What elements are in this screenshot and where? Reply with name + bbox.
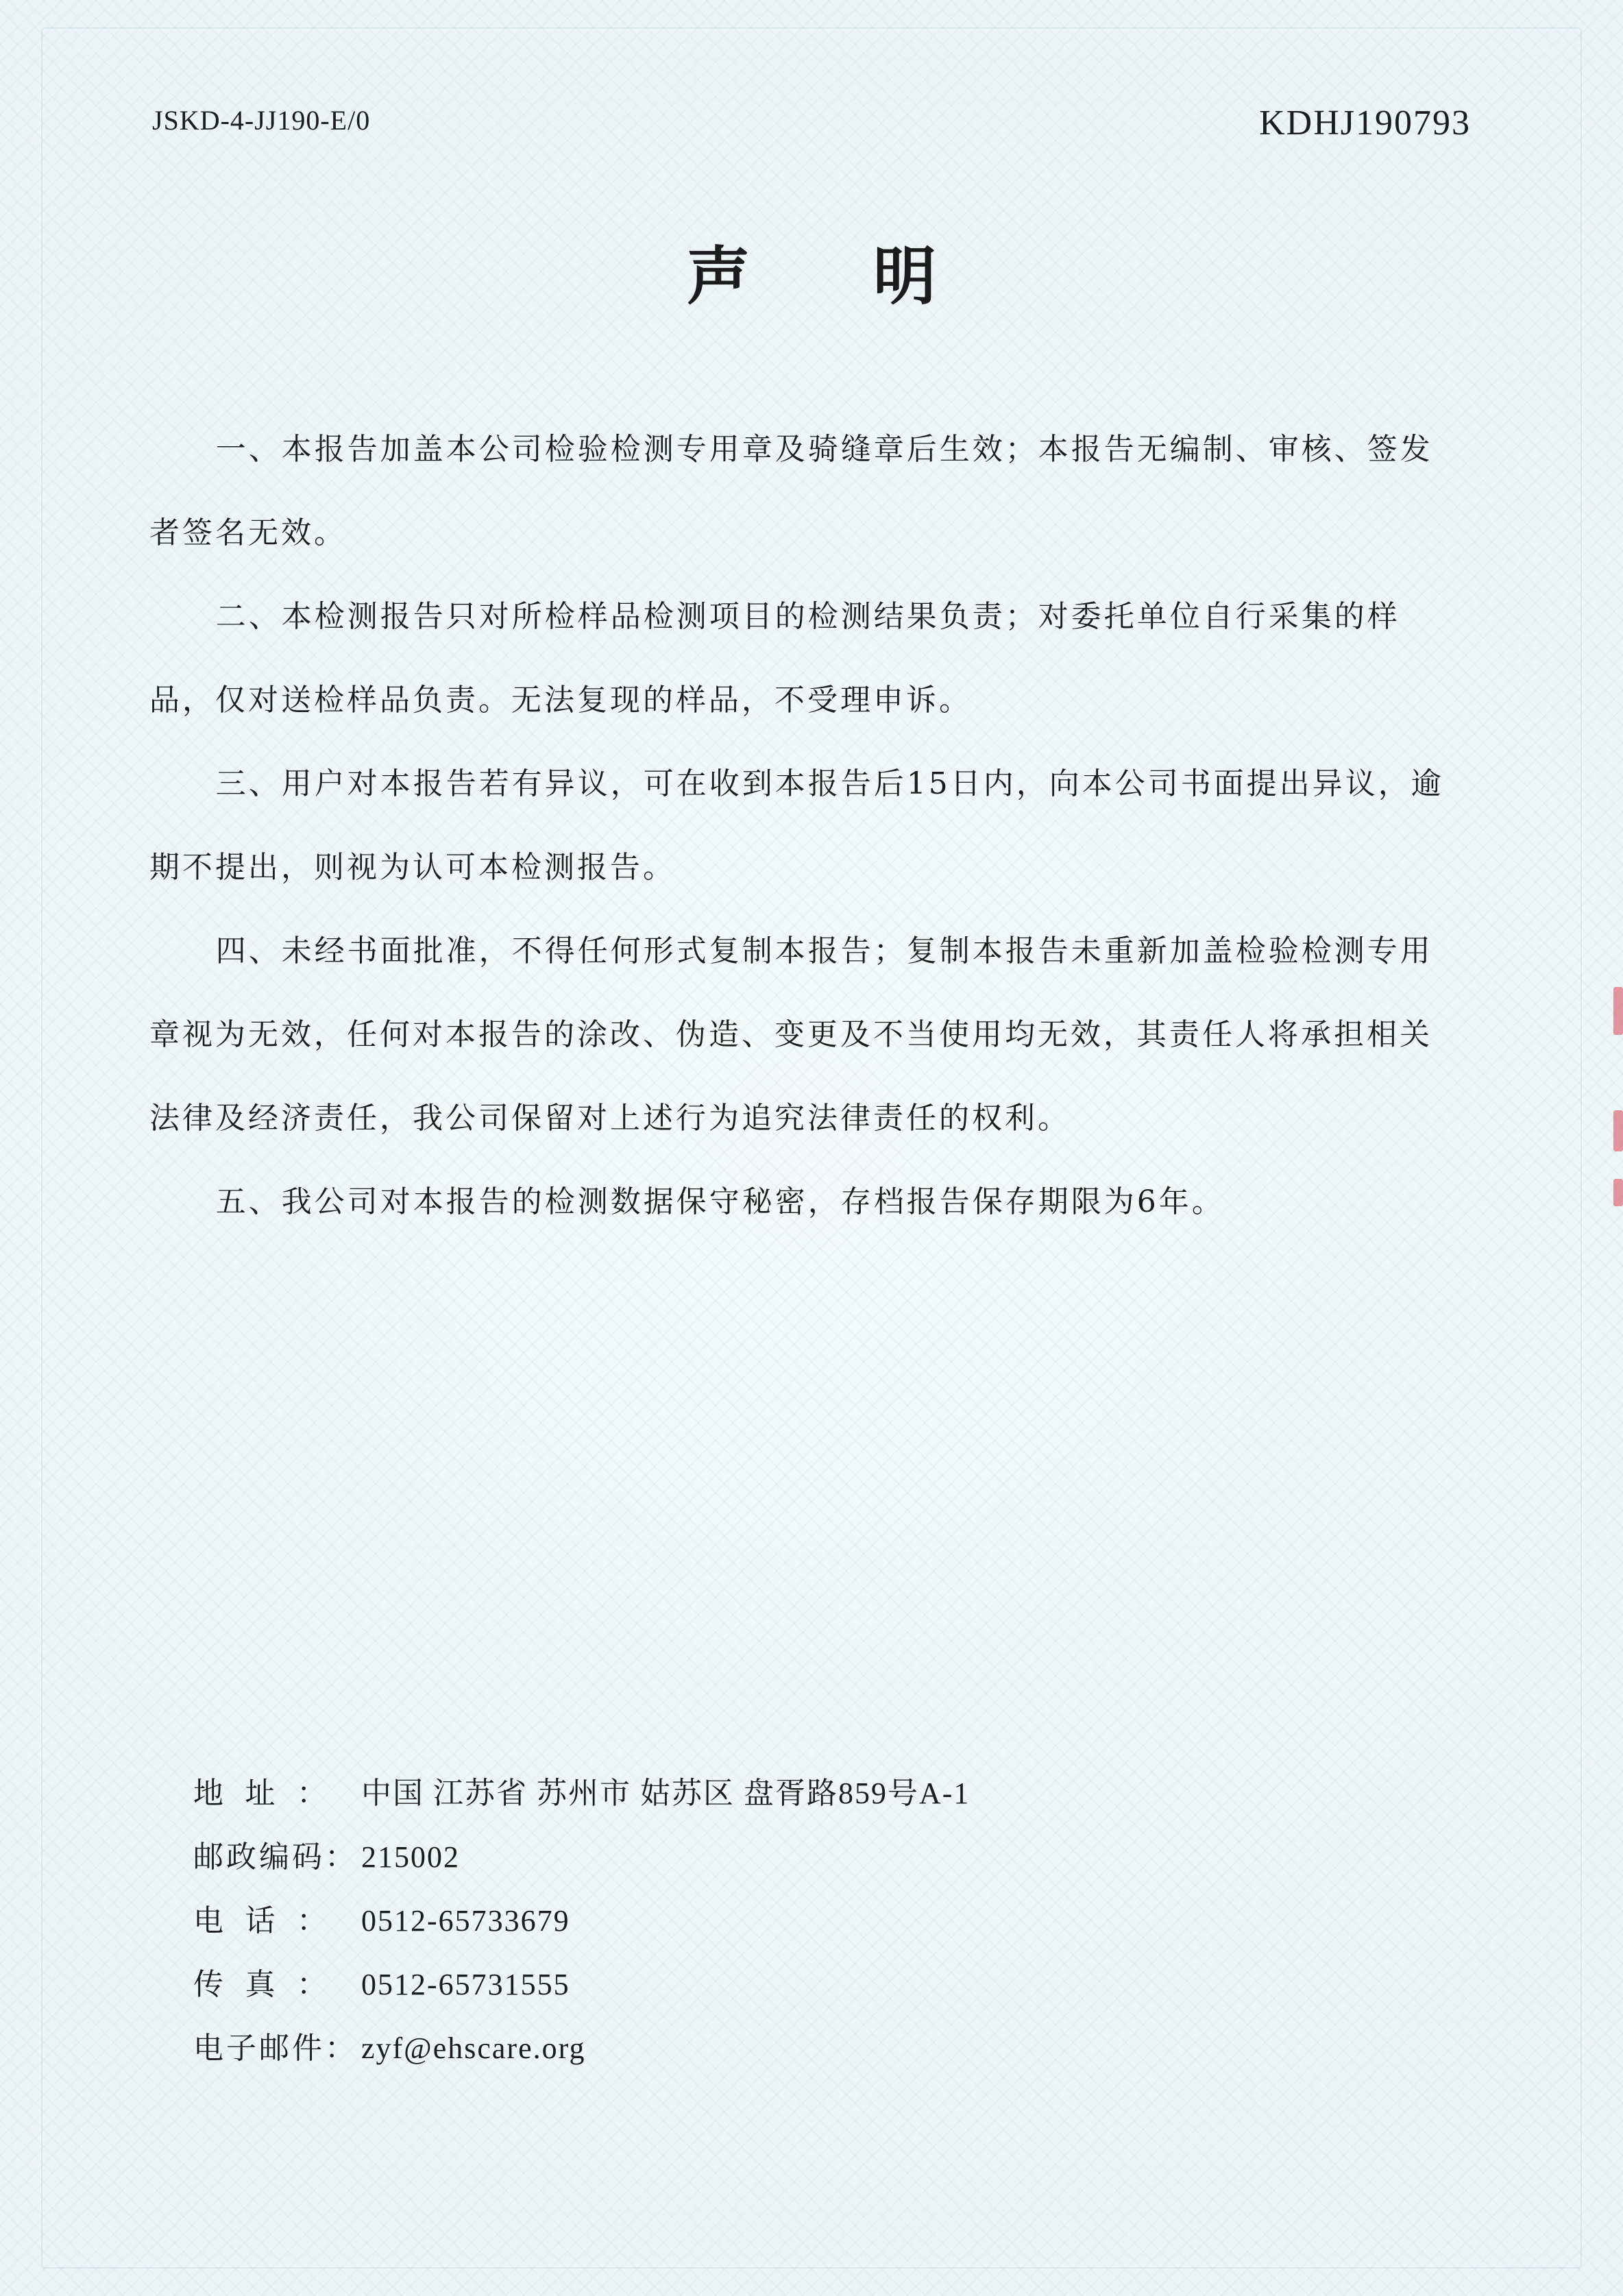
phone-label: 电话：: [193, 1903, 327, 1938]
report-number: KDHJ190793: [1259, 103, 1471, 143]
email-label: 电子邮件：: [193, 2031, 358, 2066]
postcode-label: 邮政编码：: [193, 1840, 358, 1874]
address-label: 地址：: [193, 1776, 327, 1811]
address-row: [193, 1761, 970, 1825]
phone-row: [193, 1889, 970, 1953]
statement-clauses: [149, 408, 1452, 1244]
clause-1: 一、本报告加盖本公司检验检测专用章及骑缝章后生效；本报告无编制、审核、签发者签名无效。: [149, 432, 1433, 550]
seam-seal-fragment: [1613, 987, 1623, 1035]
clause-2: 二、本检测报告只对所检样品检测项目的检测结果负责；对委托单位自行采集的样品，仅对送检样品负责。无法复现的样品，不受理申诉。: [149, 599, 1400, 718]
document-code: JSKD-4-JJ190-E/0: [152, 105, 371, 136]
phone-value: 0512-65733679: [361, 1904, 570, 1938]
address-value: 中国 江苏省 苏州市 姑苏区 盘胥路859号A-1: [361, 1776, 971, 1810]
fax-value: 0512-65731555: [361, 1968, 570, 2001]
email-value: zyf@ehscare.org: [361, 2031, 586, 2065]
email-row: [193, 2016, 970, 2080]
fax-row: [193, 1953, 970, 2016]
page-title: 声明: [687, 240, 1060, 313]
contact-info: [193, 1761, 970, 2080]
postcode-row: [193, 1825, 970, 1889]
seam-seal-fragment: [1613, 1179, 1623, 1206]
clause-5: 五、我公司对本报告的检测数据保守秘密，存档报告保存期限为6年。: [215, 1184, 1225, 1219]
postcode-value: 215002: [361, 1840, 460, 1874]
seam-seal-fragment: [1613, 1110, 1623, 1151]
clause-4: 四、未经书面批准，不得任何形式复制本报告；复制本报告未重新加盖检验检测专用章视为无效，任何对本报告的涂改、伪造、变更及不当使用均无效，其责任人将承担相关法律及经济责任，我公司保留对上述行为追究法律责任的权利。: [149, 933, 1433, 1136]
clause-3: 三、用户对本报告若有异议，可在收到本报告后15日内，向本公司书面提出异议，逾期不提出，则视为认可本检测报告。: [149, 766, 1444, 885]
fax-label: 传真：: [193, 1967, 327, 2002]
